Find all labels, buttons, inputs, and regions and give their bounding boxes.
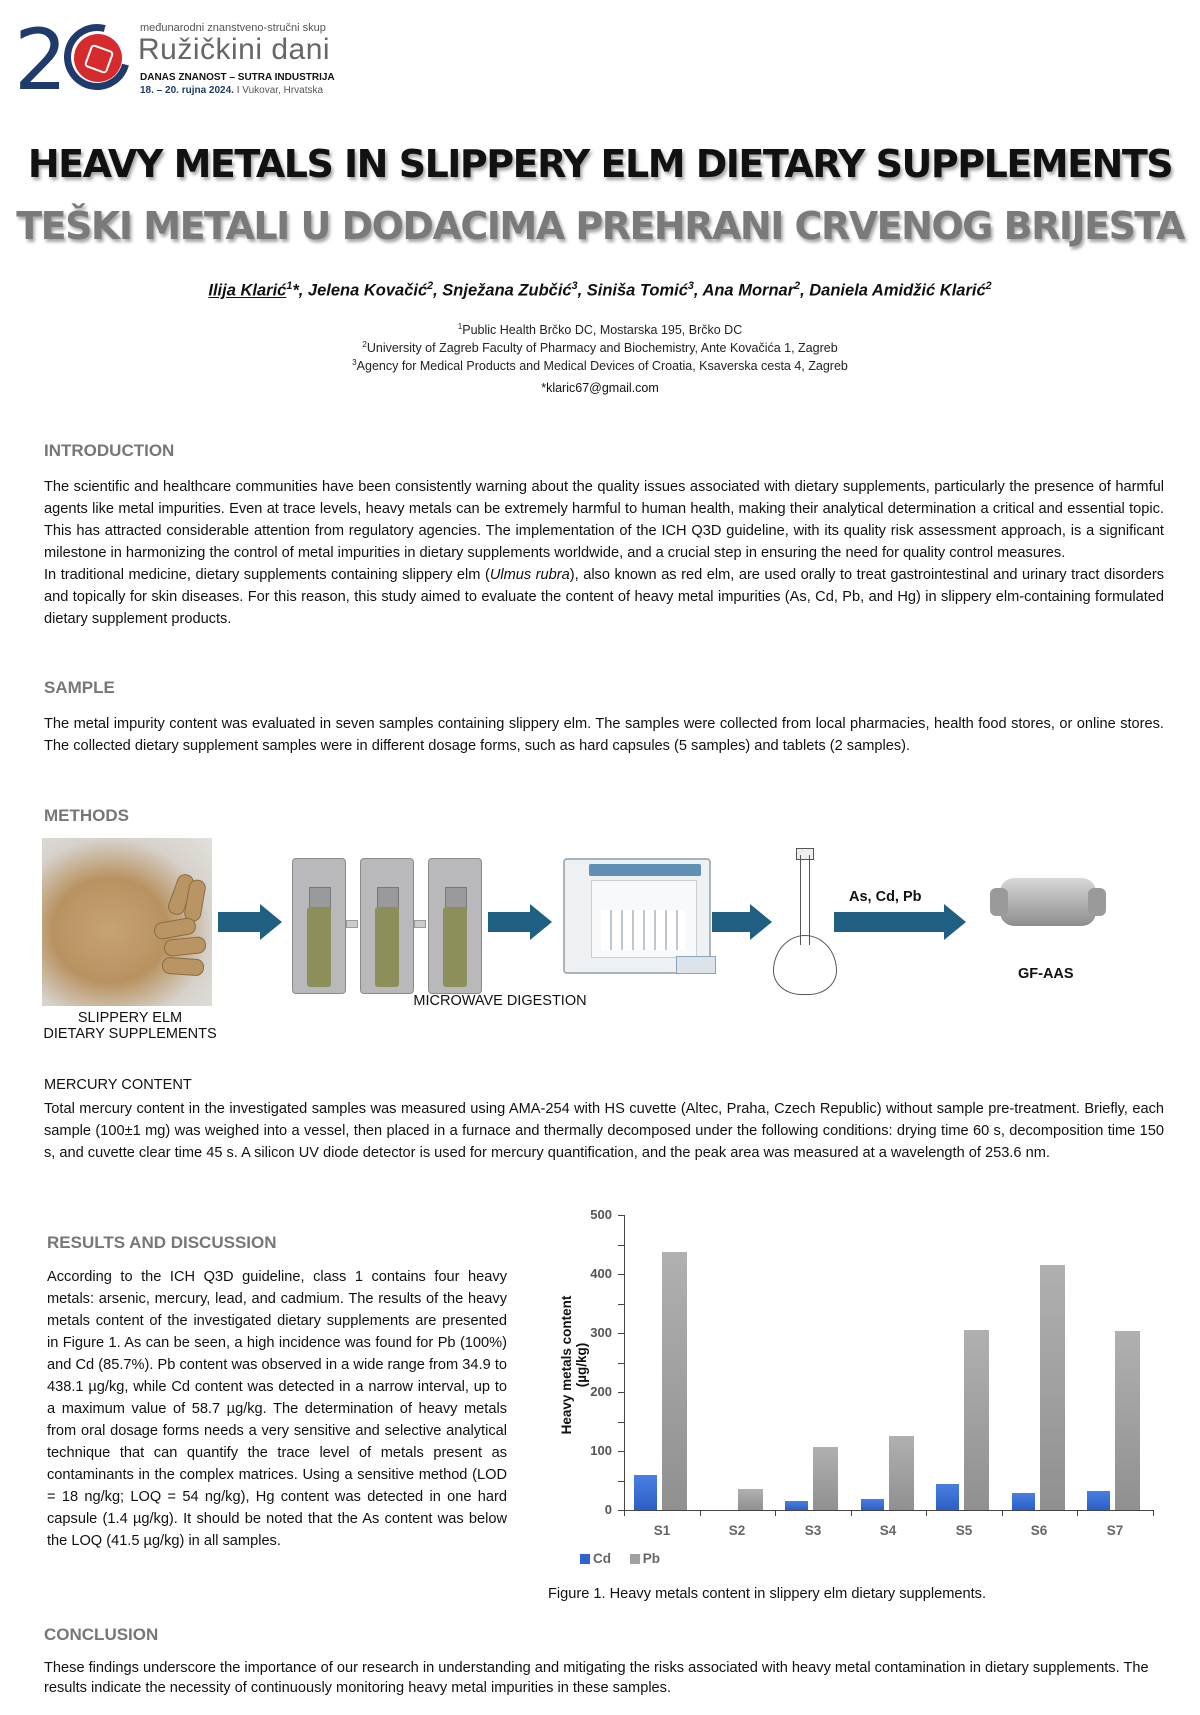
y-tick-label: 0 [604, 1502, 612, 1517]
author-6-sup: 2 [985, 280, 992, 292]
x-tick-label: S7 [1106, 1523, 1124, 1538]
y-tick-label: 300 [590, 1325, 612, 1340]
figure-caption: Figure 1. Heavy metals content in slippery elm dietary supplements. [548, 1586, 987, 1602]
results-text: According to the ICH Q3D guideline, class 1 contains four heavy metals: arsenic, mercury, lead, and cadmium. The results of the heavy metals content of the investigated dietary supplements are presented in Figure 1. As can be seen, a high incidence was found for Pb (100%) and Cd (85.7%). Pb content was observed in a wide range from 34.9 to 438.1 µg/kg, while Cd content was detected in a narrow interval, up to a maximum value of 58.7 µg/kg. The determination of heavy metals from oral dosage forms needs a very sensitive and selective analytical technique that can quantify the trace level of metals present as contaminants in the complex matrices. Using a sensitive method (LOD = 18 ng/kg; LOQ = 54 ng/kg), Hg content was detected in one hard capsule (1.4 µg/kg). It should be noted that the As content was below the LOQ (41.5 µg/kg) in all samples. [47, 1269, 507, 1549]
rose-icon [74, 34, 122, 82]
x-tick-label: S5 [955, 1523, 973, 1538]
x-tick-label: S3 [804, 1523, 822, 1538]
author-3-sup: 3 [571, 280, 578, 292]
author-1: Ilija Klarić [208, 281, 287, 300]
small-arrow-icon [414, 920, 426, 928]
digestion-label: MICROWAVE DIGESTION [413, 993, 587, 1009]
methods-heading: METHODS [44, 806, 129, 825]
mercury-text: Total mercury content in the investigated samples was measured using AMA-254 with HS cuvette (Altec, Praha, Czech Republic) without sample pre-treatment. Briefly, each sample (100±1 mg) was weighed into a vessel, then placed in a furnace and thermally decomposed under the following conditions: drying time 60 s, decomposition time 150 s, and cuvette clear time 45 s. A silicon UV diode detector is used for mercury quantification, and the peak area was measured at a wavelength of 253.6 nm. [44, 1101, 1164, 1161]
arrow-right-icon [712, 912, 750, 932]
keypad-icon [676, 956, 716, 974]
bar-pb-s1 [662, 1252, 687, 1510]
supplements-label [30, 1010, 230, 1042]
logo-location: I Vukovar, Hrvatska [236, 85, 324, 96]
logo-number: 2 [14, 11, 62, 109]
conclusion-text: These findings underscore the importance of our research in understanding and mitigating the risks associated with heavy metal contamination in dietary supplements. The results indicate the necessity of continuously monitoring heavy metal impurities in these samples. [44, 1660, 1149, 1696]
introduction-heading: INTRODUCTION [44, 441, 175, 460]
contact-email[interactable]: *klaric67@gmail.com [541, 381, 659, 395]
instrument-label: GF-AAS [1018, 966, 1074, 982]
bar-pb-s6 [1040, 1265, 1065, 1510]
digestion-vessel-icon [428, 858, 482, 994]
supplements-photo [42, 838, 212, 1006]
flask-neck [800, 855, 810, 945]
digestion-vessel-icon [292, 858, 346, 994]
logo-name: Ružičkini dani [138, 33, 331, 66]
chart-legend [580, 1551, 660, 1566]
capsule-icon [161, 957, 204, 977]
small-arrow-icon [346, 920, 358, 928]
arrow-right-icon [488, 912, 530, 932]
corresponding-mark: * [292, 281, 299, 300]
bar-cd-s4 [861, 1499, 884, 1510]
mercury-heading: MERCURY CONTENT [44, 1077, 192, 1093]
y-axis [624, 1215, 625, 1511]
bar-cd-s6 [1012, 1493, 1035, 1510]
x-tick-label: S1 [653, 1523, 671, 1538]
aff-1-sup: 1 [457, 322, 463, 331]
elements-label: As, Cd, Pb [849, 889, 922, 905]
bar-cd-s3 [785, 1501, 808, 1510]
intro-paragraph-2a: In traditional medicine, dietary supplements containing slippery elm ( [44, 567, 490, 583]
logo-subtitle: međunarodni znanstveno-stručni skup [140, 22, 326, 34]
y-tick-label: 100 [590, 1443, 612, 1458]
legend-swatch-pb [630, 1554, 640, 1564]
volumetric-flask-icon [773, 935, 837, 995]
author-6: Daniela Amidžić Klarić [809, 281, 986, 300]
bar-pb-s5 [964, 1330, 989, 1510]
x-tick-label: S2 [728, 1523, 746, 1538]
x-tick-label: S6 [1030, 1523, 1048, 1538]
intro-paragraph-1: The scientific and healthcare communities have been consistently warning about the quality issues associated with dietary supplements, particularly the presence of harmful agents like metal impurities. Even at trace levels, heavy metals can be extremely harmful to human health, making their analytical determination a critical and essential topic. This has attracted considerable attention from regulatory agencies. The implementation of the ICH Q3D guideline, with its quality risk assessment approach, is a significant milestone in harmonizing the control of metal impurities in dietary supplements worldwide, and a crucial step in ensuring the need for quality control measures. [44, 479, 1164, 561]
bar-cd-s7 [1087, 1491, 1110, 1510]
aff-2-text: University of Zagreb Faculty of Pharmacy and Biochemistry, Ante Kovačića 1, Zagreb [366, 341, 838, 356]
author-1-sup: 1 [286, 280, 293, 292]
bar-pb-s3 [813, 1447, 838, 1510]
digestion-vessel-icon [360, 858, 414, 994]
affiliation-3 [0, 354, 1200, 375]
introduction-text [44, 476, 1164, 630]
supplements-label-line1: SLIPPERY ELM [77, 1010, 183, 1026]
author-3: Snježana Zubčić [442, 281, 572, 300]
legend-swatch-cd [580, 1554, 590, 1564]
author-5-sup: 2 [794, 280, 801, 292]
logo-slogan: DANAS ZNANOST – SUTRA INDUSTRIJA [140, 72, 335, 83]
logo-date-range: 18. – 20. rujna 2024. [140, 85, 234, 96]
x-axis [624, 1510, 1154, 1511]
author-list: Ilija Klarić$^1$*, Jelena Kovačić$^2$, Snježana Zubčić$^3$, Siniša Tomić$^3$, Ana Mornar$^2$, Daniela Amidžić Klarić$^2$ [208, 280, 992, 300]
legend-label-cd: Cd [593, 1551, 611, 1566]
graphite-furnace-icon [1000, 878, 1096, 926]
sample-text: The metal impurity content was evaluated in seven samples containing slippery elm. The samples were collected from local pharmacies, health food stores, or online stores. The collected dietary supplement samples were in different dosage forms, such as hard capsules (5 samples) and tablets (2 samples). [44, 716, 1164, 754]
y-tick-label: 500 [590, 1207, 612, 1222]
logo-dates [140, 85, 323, 96]
author-2-sup: 2 [427, 280, 434, 292]
results-heading: RESULTS AND DISCUSSION [47, 1233, 277, 1252]
legend-label-pb: Pb [642, 1551, 661, 1566]
author-2: Jelena Kovačić [307, 281, 428, 300]
bar-pb-s4 [889, 1436, 914, 1510]
species-name: Ulmus rubra [489, 567, 570, 583]
author-5: Ana Mornar [702, 281, 795, 300]
capsule-icon [163, 936, 207, 957]
arrow-right-icon [834, 912, 944, 932]
bar-pb-s2 [738, 1489, 763, 1510]
heavy-metals-bar-chart [546, 1196, 1186, 1596]
aff-1-text: Public Health Brčko DC, Mostarska 195, Brčko DC [462, 323, 743, 338]
conference-logo [14, 11, 344, 109]
aff-3-sup: 3 [352, 358, 357, 367]
title-croatian: TEŠKI METALI U DODACIMA PREHRANI CRVENOG BRIJESTA [16, 204, 1184, 248]
y-tick-label: 200 [590, 1384, 612, 1399]
bar-cd-s1 [634, 1475, 657, 1510]
x-tick-label: S4 [879, 1523, 897, 1538]
arrow-right-icon [218, 912, 260, 932]
author-4-sup: 3 [687, 280, 694, 292]
conclusion-heading: CONCLUSION [44, 1625, 159, 1644]
intro-paragraph-2b: ), also known as red elm, are used orally to treat gastrointestinal and urinary tract disorders and topically for skin diseases. For this reason, this study aimed to evaluate the content of heavy metal impurities (As, Cd, Pb, and Hg) in slippery elm-containing formulated dietary supplement products. [44, 567, 1164, 627]
aff-2-sup: 2 [362, 340, 367, 349]
bar-pb-s7 [1115, 1331, 1140, 1510]
aff-3-text: Agency for Medical Products and Medical Devices of Croatia, Ksaverska cesta 4, Zagreb [356, 359, 848, 374]
y-tick-label: 400 [590, 1266, 612, 1281]
supplements-label-line2: DIETARY SUPPLEMENTS [43, 1026, 217, 1042]
author-4: Siniša Tomić [586, 281, 688, 300]
bar-cd-s5 [936, 1484, 959, 1510]
y-axis-title: Heavy metals content (µg/kg) [559, 1295, 589, 1435]
title-english: HEAVY METALS IN SLIPPERY ELM DIETARY SUPPLEMENTS [27, 142, 1173, 186]
sample-heading: SAMPLE [44, 678, 115, 697]
